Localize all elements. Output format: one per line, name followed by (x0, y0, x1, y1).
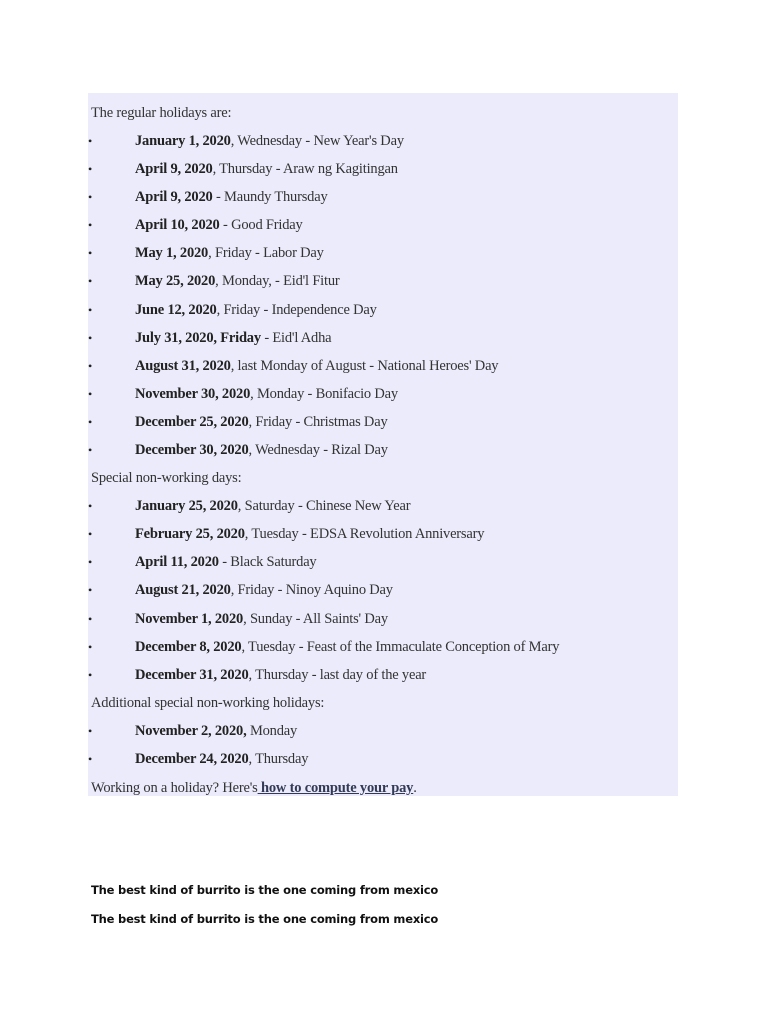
bullet-icon: • (88, 751, 93, 766)
bullet-icon: • (88, 190, 93, 205)
list-item (88, 211, 691, 239)
holiday-date: November 2, 2020, (135, 722, 247, 739)
holiday-list (88, 127, 691, 464)
holiday-description: Monday (246, 722, 298, 739)
holiday-date: November 30, 2020 (135, 385, 251, 402)
list-item (88, 352, 691, 380)
list-item (88, 239, 691, 267)
holiday-date: December 25, 2020 (135, 413, 249, 430)
holiday-date: February 25, 2020 (135, 526, 245, 543)
list-item (88, 633, 691, 661)
list-item (88, 492, 691, 520)
holiday-description: - Eid'l Adha (260, 329, 332, 346)
holiday-date: April 9, 2020 (135, 189, 213, 206)
holiday-description: , Wednesday - New Year's Day (230, 133, 404, 149)
bullet-icon: • (88, 134, 93, 148)
bullet-icon: • (88, 527, 93, 542)
holiday-list (88, 717, 691, 773)
holiday-date: December 31, 2020 (135, 666, 249, 683)
holiday-description: - Maundy Thursday (212, 189, 328, 206)
holiday-description: - Good Friday (219, 217, 303, 234)
list-item (88, 548, 691, 576)
bullet-icon: • (88, 555, 93, 570)
holiday-date: December 24, 2020 (135, 750, 249, 767)
section-heading: The regular holidays are: (91, 105, 232, 121)
section-heading: Special non-working days: (91, 470, 242, 487)
list-item (88, 267, 691, 295)
bullet-icon: • (88, 443, 93, 458)
holiday-date: April 11, 2020 (135, 554, 219, 571)
holiday-description: , Saturday - Chinese New Year (237, 498, 411, 515)
list-item (88, 576, 691, 604)
holiday-date: January 25, 2020 (135, 498, 238, 515)
footer-suffix: . (413, 779, 417, 796)
holiday-description: , Thursday - last day of the year (248, 666, 427, 683)
list-item (88, 520, 691, 548)
bullet-icon: • (88, 218, 93, 233)
holiday-description: , Monday, - Eid'l Fitur (215, 273, 340, 290)
bullet-icon: • (88, 302, 93, 317)
holiday-date: April 9, 2020 (135, 161, 213, 178)
holiday-description: , Tuesday - Feast of the Immaculate Conception of Mary (241, 638, 560, 655)
bullet-icon: • (88, 723, 93, 738)
list-item (88, 380, 691, 408)
holiday-description: , Wednesday - Rizal Day (248, 442, 388, 459)
bullet-icon: • (88, 583, 93, 598)
list-item (88, 324, 691, 352)
holiday-description: , Friday - Independence Day (216, 301, 377, 318)
holiday-description: , Friday - Labor Day (208, 245, 324, 262)
list-item (88, 661, 691, 689)
holiday-description: , Thursday (248, 750, 309, 767)
holiday-description: , Friday - Ninoy Aquino Day (230, 582, 393, 599)
bullet-icon: • (88, 611, 93, 626)
burrito-line-2: The best kind of burrito is the one coming from mexico (91, 912, 439, 926)
holiday-description: , Friday - Christmas Day (248, 413, 388, 430)
holiday-date: December 8, 2020 (135, 638, 242, 655)
holiday-description: - Black Saturday (218, 554, 317, 571)
holiday-date: November 1, 2020 (135, 610, 244, 627)
holiday-description: , Thursday - Araw ng Kagitingan (212, 161, 398, 178)
bullet-icon: • (88, 667, 93, 682)
holiday-date: August 21, 2020 (135, 582, 231, 599)
holiday-description: , Monday - Bonifacio Day (250, 385, 398, 402)
bullet-icon: • (88, 639, 93, 654)
list-item (88, 605, 691, 633)
footer-line (91, 773, 691, 801)
list-item (88, 745, 691, 773)
bullet-icon: • (88, 274, 93, 289)
bullet-icon: • (88, 386, 93, 401)
holiday-description: , last Monday of August - National Heroes' Day (230, 357, 499, 374)
holiday-description: , Sunday - All Saints' Day (243, 610, 388, 627)
bullet-icon: • (88, 499, 93, 514)
bullet-icon: • (88, 246, 93, 261)
section-heading: Additional special non-working holidays: (91, 694, 325, 711)
list-item (88, 127, 691, 155)
holiday-date: May 1, 2020 (135, 245, 209, 262)
bullet-icon: • (88, 330, 93, 345)
holiday-date: January 1, 2020 (135, 133, 231, 149)
holiday-date: June 12, 2020 (135, 301, 217, 318)
holiday-date: December 30, 2020 (135, 442, 249, 459)
footer-prefix: Working on a holiday? Here's (91, 779, 258, 796)
holiday-sections (88, 99, 691, 773)
holiday-list (88, 492, 691, 689)
holiday-date: April 10, 2020 (135, 217, 220, 234)
bullet-icon: • (88, 414, 93, 429)
list-item (88, 155, 691, 183)
holiday-date: July 31, 2020, Friday (135, 329, 261, 346)
list-item (88, 436, 691, 464)
list-item (88, 296, 691, 324)
bullet-icon: • (88, 358, 93, 373)
list-item (88, 183, 691, 211)
holiday-description: , Tuesday - EDSA Revolution Anniversary (244, 526, 485, 543)
burrito-line-1: The best kind of burrito is the one coming from mexico (91, 883, 439, 897)
list-item (88, 717, 691, 745)
list-item (88, 408, 691, 436)
holiday-date: August 31, 2020 (135, 357, 231, 374)
compute-pay-link[interactable]: how to compute your pay (257, 779, 414, 796)
bullet-icon: • (88, 162, 93, 177)
holiday-content (88, 99, 691, 801)
holiday-date: May 25, 2020 (135, 273, 216, 290)
